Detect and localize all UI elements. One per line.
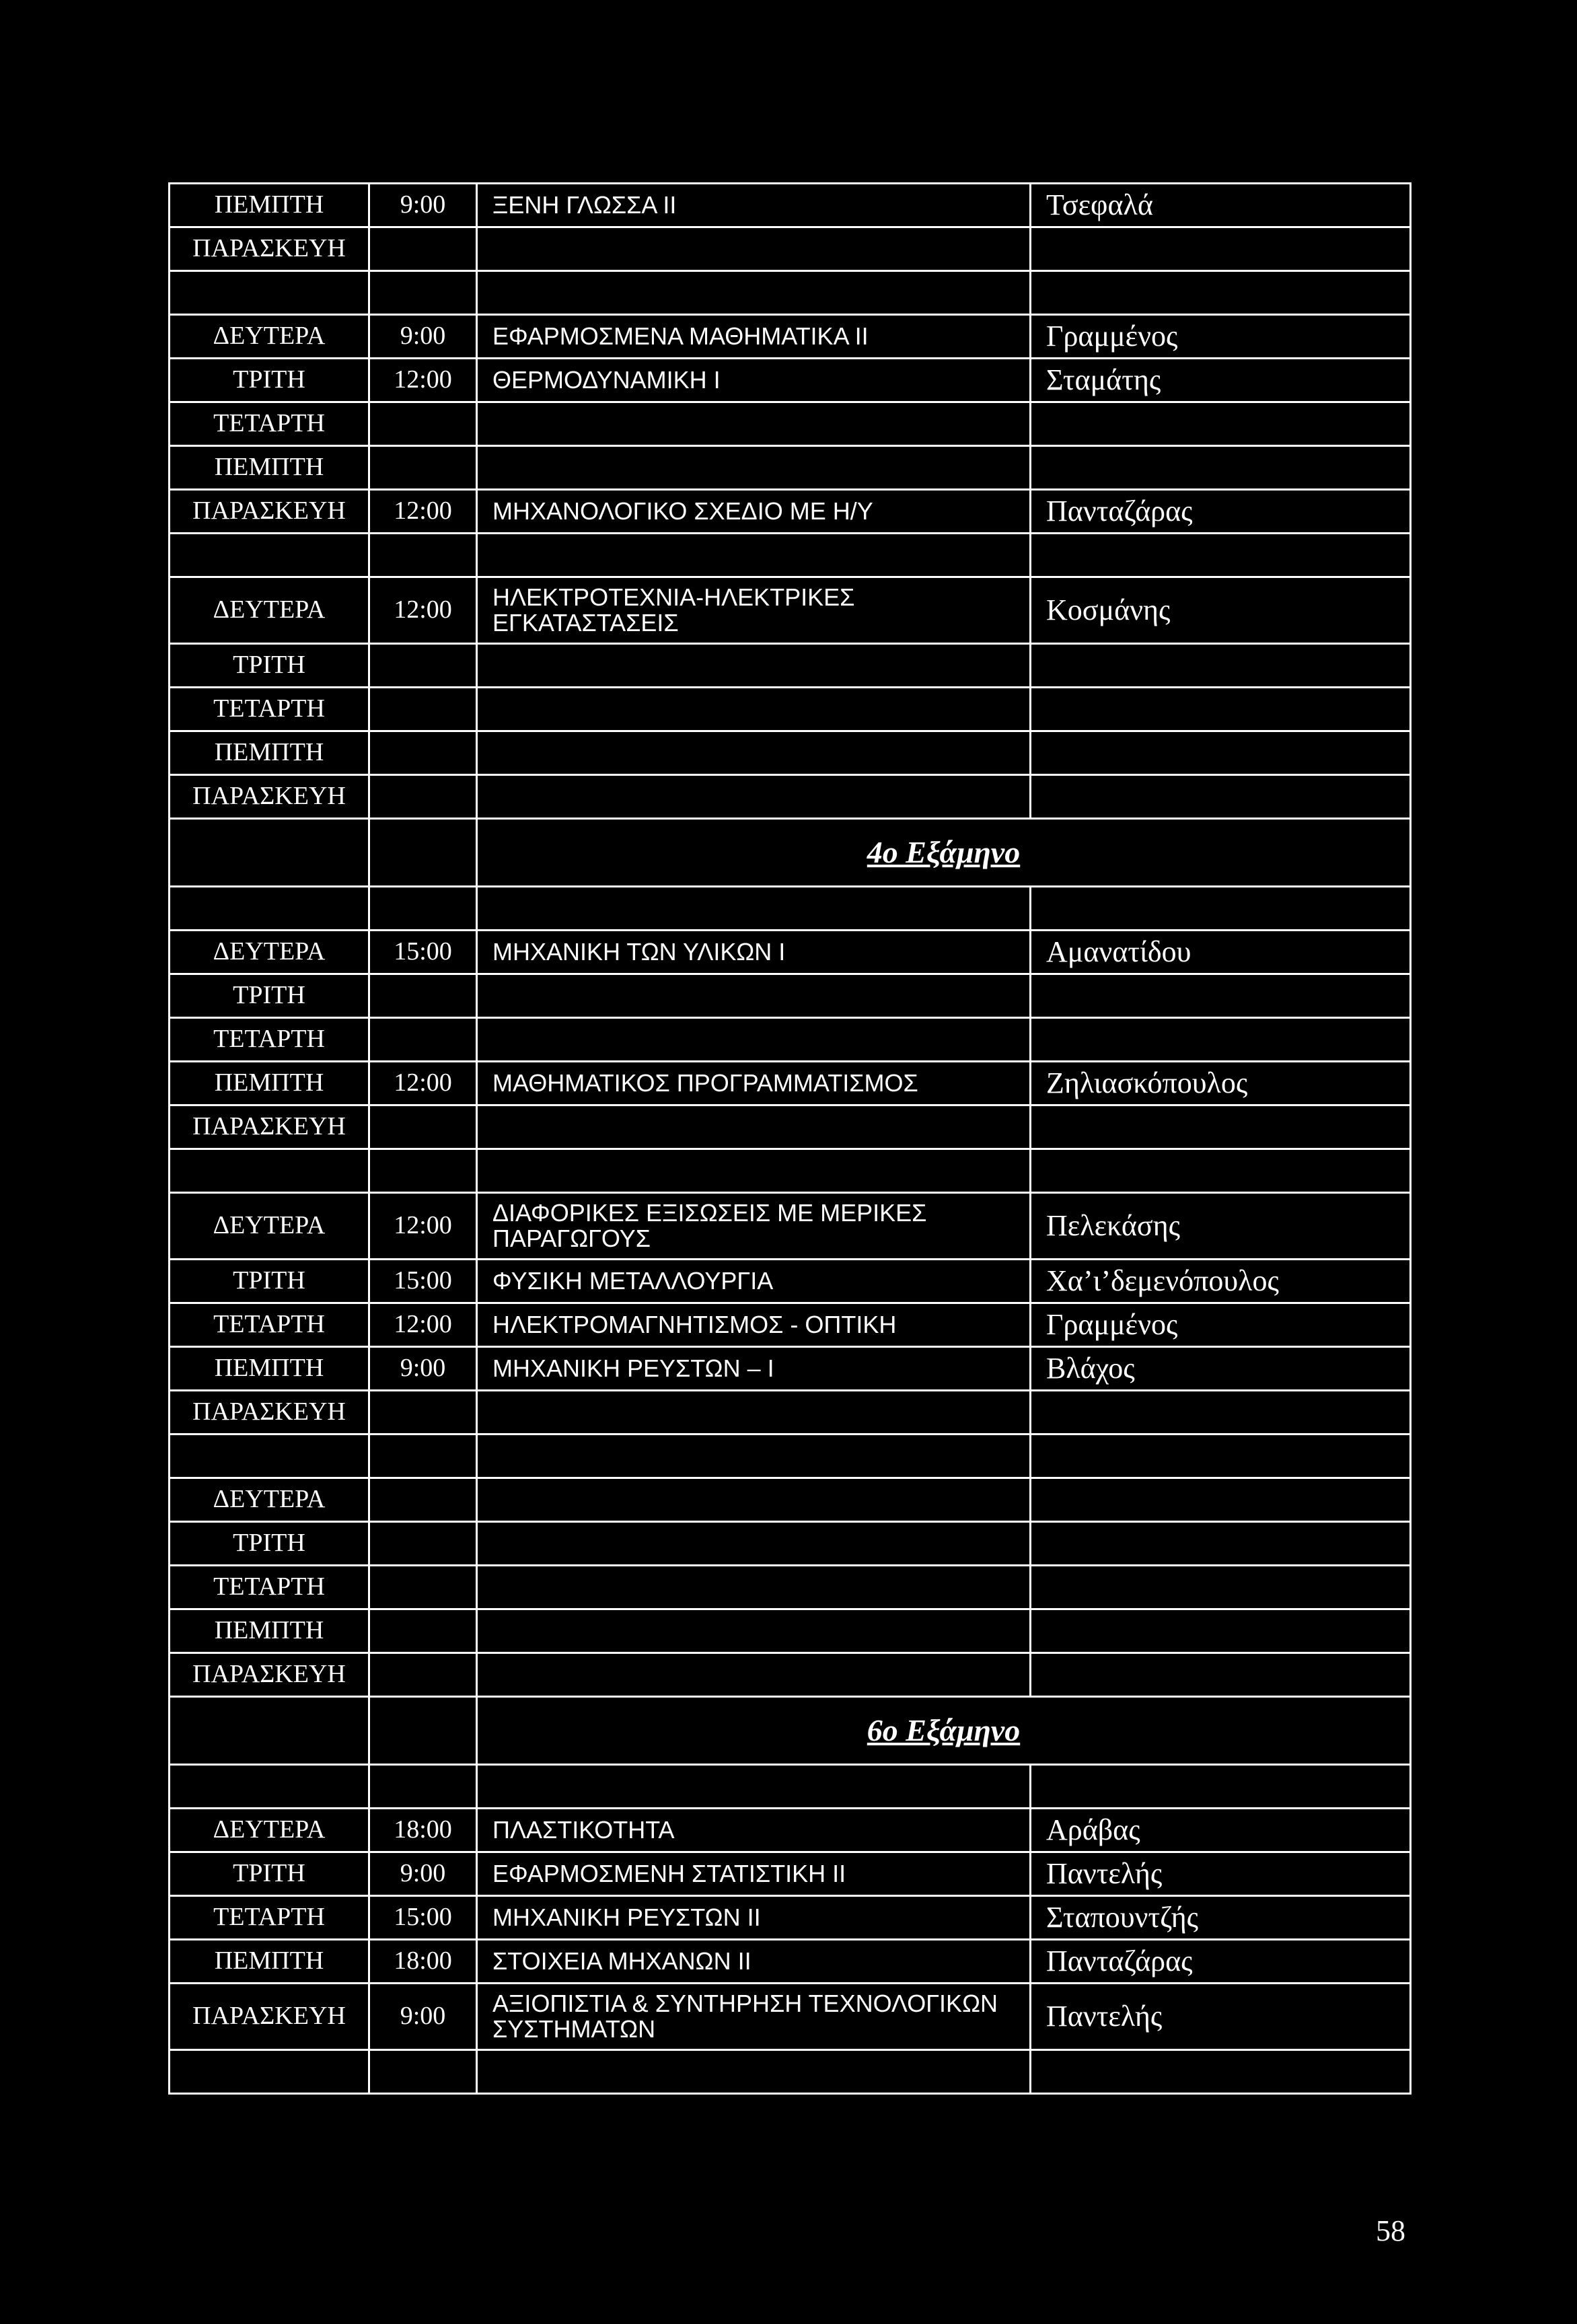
day-cell: ΤΕΤΑΡΤΗ [170, 1303, 369, 1347]
time-cell: 9:00 [369, 1347, 477, 1391]
time-cell: 12:00 [369, 1062, 477, 1105]
time-cell [369, 688, 477, 731]
time-cell: 15:00 [369, 931, 477, 974]
schedule-row [170, 1653, 1411, 1697]
prof-cell [1031, 688, 1411, 731]
day-cell [170, 1435, 369, 1478]
course-cell [477, 688, 1031, 731]
course-cell [477, 1149, 1031, 1193]
day-cell [170, 271, 369, 315]
day-cell: ΠΕΜΠΤΗ [170, 1347, 369, 1391]
time-cell: 12:00 [369, 490, 477, 534]
day-cell: ΠΑΡΑΣΚΕΥΗ [170, 1105, 369, 1149]
course-cell: ΗΛΕΚΤΡΟΜΑΓΝΗΤΙΣΜΟΣ - ΟΠΤΙΚΗ [477, 1303, 1031, 1347]
day-cell: ΠΕΜΠΤΗ [170, 1940, 369, 1984]
course-cell [477, 446, 1031, 490]
course-cell: ΜΗΧΑΝΙΚΗ ΡΕΥΣΤΩΝ ΙΙ [477, 1896, 1031, 1940]
prof-cell: Πελεκάσης [1031, 1193, 1411, 1260]
prof-cell: Ζηλιασκόπουλος [1031, 1062, 1411, 1105]
prof-cell [1031, 1653, 1411, 1697]
time-cell [369, 1609, 477, 1653]
time-cell [369, 534, 477, 577]
day-cell: ΠΑΡΑΣΚΕΥΗ [170, 775, 369, 819]
schedule-row [170, 1260, 1411, 1303]
schedule-row [170, 1852, 1411, 1896]
schedule-row [170, 1193, 1411, 1260]
day-cell [170, 534, 369, 577]
time-cell: 12:00 [369, 1303, 477, 1347]
schedule-row [170, 644, 1411, 688]
time-cell [369, 402, 477, 446]
prof-cell [1031, 1018, 1411, 1062]
prof-cell [1031, 227, 1411, 271]
page-number: 58 [1376, 2214, 1405, 2247]
schedule-row [170, 402, 1411, 446]
course-cell: ΣΤΟΙΧΕΙΑ ΜΗΧΑΝΩΝ ΙΙ [477, 1940, 1031, 1984]
course-cell: ΜΗΧΑΝΟΛΟΓΙΚΟ ΣΧΕΔΙΟ ΜΕ Η/Υ [477, 490, 1031, 534]
schedule-row [170, 359, 1411, 402]
course-cell [477, 1391, 1031, 1435]
time-cell [369, 974, 477, 1018]
day-cell: ΔΕΥΤΕΡΑ [170, 931, 369, 974]
time-cell: 9:00 [369, 1852, 477, 1896]
time-cell: 12:00 [369, 359, 477, 402]
schedule-row [170, 227, 1411, 271]
day-cell: ΠΕΜΠΤΗ [170, 1062, 369, 1105]
time-cell: 12:00 [369, 577, 477, 644]
course-cell [477, 887, 1031, 931]
prof-cell [1031, 446, 1411, 490]
time-cell [369, 2050, 477, 2094]
prof-cell [1031, 402, 1411, 446]
day-cell: ΔΕΥΤΕΡΑ [170, 1478, 369, 1522]
schedule-row [170, 446, 1411, 490]
semester-heading: 6ο Εξάμηνο [477, 1697, 1411, 1765]
day-cell [170, 887, 369, 931]
day-cell: ΤΕΤΑΡΤΗ [170, 1896, 369, 1940]
course-cell [477, 731, 1031, 775]
course-cell [477, 227, 1031, 271]
day-cell: ΤΡΙΤΗ [170, 1522, 369, 1566]
prof-cell: Πανταζάρας [1031, 1940, 1411, 1984]
schedule-row [170, 1435, 1411, 1478]
schedule-row [170, 1303, 1411, 1347]
schedule-row [170, 2050, 1411, 2094]
empty-cell [170, 819, 369, 887]
schedule-row [170, 315, 1411, 359]
day-cell [170, 1765, 369, 1809]
time-cell: 9:00 [369, 184, 477, 227]
day-cell: ΤΡΙΤΗ [170, 644, 369, 688]
time-cell [369, 1149, 477, 1193]
course-cell [477, 1478, 1031, 1522]
schedule-row [170, 1149, 1411, 1193]
time-cell [369, 731, 477, 775]
course-cell [477, 534, 1031, 577]
schedule-row [170, 887, 1411, 931]
day-cell: ΔΕΥΤΕΡΑ [170, 1193, 369, 1260]
course-cell [477, 775, 1031, 819]
course-cell [477, 1765, 1031, 1809]
day-cell [170, 1149, 369, 1193]
schedule-row [170, 184, 1411, 227]
course-cell [477, 1653, 1031, 1697]
schedule-row [170, 1391, 1411, 1435]
course-cell [477, 1566, 1031, 1609]
prof-cell [1031, 534, 1411, 577]
time-cell [369, 227, 477, 271]
time-cell [369, 1653, 477, 1697]
day-cell: ΔΕΥΤΕΡΑ [170, 315, 369, 359]
time-cell [369, 1566, 477, 1609]
prof-cell: Παντελής [1031, 1852, 1411, 1896]
course-cell [477, 1105, 1031, 1149]
course-cell: ΦΥΣΙΚΗ ΜΕΤΑΛΛΟΥΡΓΙΑ [477, 1260, 1031, 1303]
time-cell [369, 1478, 477, 1522]
schedule-row [170, 974, 1411, 1018]
prof-cell: Αμανατίδου [1031, 931, 1411, 974]
day-cell: ΠΕΜΠΤΗ [170, 1609, 369, 1653]
time-cell [369, 1391, 477, 1435]
prof-cell [1031, 974, 1411, 1018]
prof-cell: Κοσμάνης [1031, 577, 1411, 644]
time-cell: 15:00 [369, 1896, 477, 1940]
course-cell: ΜΗΧΑΝΙΚΗ ΤΩΝ ΥΛΙΚΩΝ Ι [477, 931, 1031, 974]
day-cell: ΤΕΤΑΡΤΗ [170, 1018, 369, 1062]
schedule-row [170, 1018, 1411, 1062]
schedule-row [170, 1062, 1411, 1105]
schedule-body [170, 184, 1411, 2094]
schedule-row [170, 1896, 1411, 1940]
schedule-row [170, 1522, 1411, 1566]
course-cell [477, 1018, 1031, 1062]
course-cell: ΠΛΑΣΤΙΚΟΤΗΤΑ [477, 1809, 1031, 1852]
schedule-row [170, 688, 1411, 731]
schedule-row [170, 534, 1411, 577]
schedule-row [170, 1566, 1411, 1609]
empty-cell [369, 1697, 477, 1765]
time-cell: 18:00 [369, 1809, 477, 1852]
prof-cell: Αράβας [1031, 1809, 1411, 1852]
schedule-row [170, 931, 1411, 974]
day-cell: ΠΕΜΠΤΗ [170, 446, 369, 490]
schedule-row [170, 1347, 1411, 1391]
schedule-row [170, 577, 1411, 644]
time-cell [369, 1105, 477, 1149]
day-cell: ΤΡΙΤΗ [170, 974, 369, 1018]
prof-cell [1031, 1566, 1411, 1609]
time-cell [369, 271, 477, 315]
time-cell [369, 1435, 477, 1478]
time-cell [369, 1522, 477, 1566]
semester-heading-row [170, 1697, 1411, 1765]
course-cell [477, 1435, 1031, 1478]
prof-cell [1031, 887, 1411, 931]
time-cell: 18:00 [369, 1940, 477, 1984]
course-cell: ΜΑΘΗΜΑΤΙΚΟΣ ΠΡΟΓΡΑΜΜΑΤΙΣΜΟΣ [477, 1062, 1031, 1105]
schedule-row [170, 1478, 1411, 1522]
schedule-row [170, 271, 1411, 315]
prof-cell: Πανταζάρας [1031, 490, 1411, 534]
prof-cell [1031, 1765, 1411, 1809]
schedule-row [170, 1765, 1411, 1809]
schedule-row [170, 490, 1411, 534]
course-cell: ΜΗΧΑΝΙΚΗ ΡΕΥΣΤΩΝ – Ι [477, 1347, 1031, 1391]
day-cell: ΠΑΡΑΣΚΕΥΗ [170, 1984, 369, 2050]
schedule-row [170, 1105, 1411, 1149]
schedule-table [168, 182, 1411, 2095]
time-cell [369, 446, 477, 490]
course-cell: ΞΕΝΗ ΓΛΩΣΣΑ ΙΙ [477, 184, 1031, 227]
prof-cell [1031, 731, 1411, 775]
prof-cell: Βλάχος [1031, 1347, 1411, 1391]
prof-cell: Χα’ι’δεμενόπουλος [1031, 1260, 1411, 1303]
course-cell: ΔΙΑΦΟΡΙΚΕΣ ΕΞΙΣΩΣΕΙΣ ΜΕ ΜΕΡΙΚΕΣ ΠΑΡΑΓΩΓΟΥΣ [477, 1193, 1031, 1260]
schedule-row [170, 775, 1411, 819]
schedule-row [170, 1809, 1411, 1852]
time-cell: 9:00 [369, 1984, 477, 2050]
schedule-row [170, 1984, 1411, 2050]
prof-cell [1031, 1609, 1411, 1653]
prof-cell [1031, 1391, 1411, 1435]
course-cell: ΘΕΡΜΟΔΥΝΑΜΙΚΗ Ι [477, 359, 1031, 402]
semester-heading-row [170, 819, 1411, 887]
day-cell: ΔΕΥΤΕΡΑ [170, 1809, 369, 1852]
prof-cell: Σταμάτης [1031, 359, 1411, 402]
time-cell: 9:00 [369, 315, 477, 359]
prof-cell [1031, 1522, 1411, 1566]
time-cell: 12:00 [369, 1193, 477, 1260]
prof-cell [1031, 1435, 1411, 1478]
course-cell [477, 271, 1031, 315]
course-cell: ΑΞΙΟΠΙΣΤΙΑ & ΣΥΝΤΗΡΗΣΗ ΤΕΧΝΟΛΟΓΙΚΩΝ ΣΥΣΤΗΜΑΤΩΝ [477, 1984, 1031, 2050]
empty-cell [170, 1697, 369, 1765]
prof-cell [1031, 775, 1411, 819]
course-cell [477, 2050, 1031, 2094]
prof-cell [1031, 271, 1411, 315]
day-cell: ΠΕΜΠΤΗ [170, 731, 369, 775]
day-cell: ΠΕΜΠΤΗ [170, 184, 369, 227]
day-cell: ΤΡΙΤΗ [170, 1852, 369, 1896]
schedule-row [170, 1940, 1411, 1984]
course-cell: ΕΦΑΡΜΟΣΜΕΝΗ ΣΤΑΤΙΣΤΙΚΗ ΙΙ [477, 1852, 1031, 1896]
time-cell [369, 1765, 477, 1809]
day-cell: ΤΡΙΤΗ [170, 359, 369, 402]
course-cell [477, 644, 1031, 688]
day-cell: ΠΑΡΑΣΚΕΥΗ [170, 1391, 369, 1435]
prof-cell [1031, 1149, 1411, 1193]
course-cell [477, 402, 1031, 446]
day-cell: ΤΕΤΑΡΤΗ [170, 1566, 369, 1609]
day-cell: ΤΡΙΤΗ [170, 1260, 369, 1303]
prof-cell: Παντελής [1031, 1984, 1411, 2050]
day-cell: ΤΕΤΑΡΤΗ [170, 402, 369, 446]
time-cell [369, 1018, 477, 1062]
time-cell [369, 887, 477, 931]
day-cell: ΠΑΡΑΣΚΕΥΗ [170, 1653, 369, 1697]
prof-cell: Τσεφαλά [1031, 184, 1411, 227]
day-cell: ΤΕΤΑΡΤΗ [170, 688, 369, 731]
empty-cell [369, 819, 477, 887]
day-cell: ΠΑΡΑΣΚΕΥΗ [170, 227, 369, 271]
semester-heading: 4ο Εξάμηνο [477, 819, 1411, 887]
prof-cell: Σταπουντζής [1031, 1896, 1411, 1940]
time-cell [369, 775, 477, 819]
time-cell [369, 644, 477, 688]
course-cell: ΗΛΕΚΤΡΟΤΕΧΝΙΑ-ΗΛΕΚΤΡΙΚΕΣ ΕΓΚΑΤΑΣΤΑΣΕΙΣ [477, 577, 1031, 644]
prof-cell: Γραμμένος [1031, 315, 1411, 359]
course-cell [477, 974, 1031, 1018]
prof-cell [1031, 2050, 1411, 2094]
day-cell [170, 2050, 369, 2094]
day-cell: ΠΑΡΑΣΚΕΥΗ [170, 490, 369, 534]
time-cell: 15:00 [369, 1260, 477, 1303]
prof-cell [1031, 1478, 1411, 1522]
schedule-row [170, 731, 1411, 775]
schedule-row [170, 1609, 1411, 1653]
prof-cell [1031, 1105, 1411, 1149]
prof-cell [1031, 644, 1411, 688]
course-cell [477, 1609, 1031, 1653]
prof-cell: Γραμμένος [1031, 1303, 1411, 1347]
course-cell [477, 1522, 1031, 1566]
course-cell: ΕΦΑΡΜΟΣΜΕΝΑ ΜΑΘΗΜΑΤΙΚΑ ΙΙ [477, 315, 1031, 359]
day-cell: ΔΕΥΤΕΡΑ [170, 577, 369, 644]
